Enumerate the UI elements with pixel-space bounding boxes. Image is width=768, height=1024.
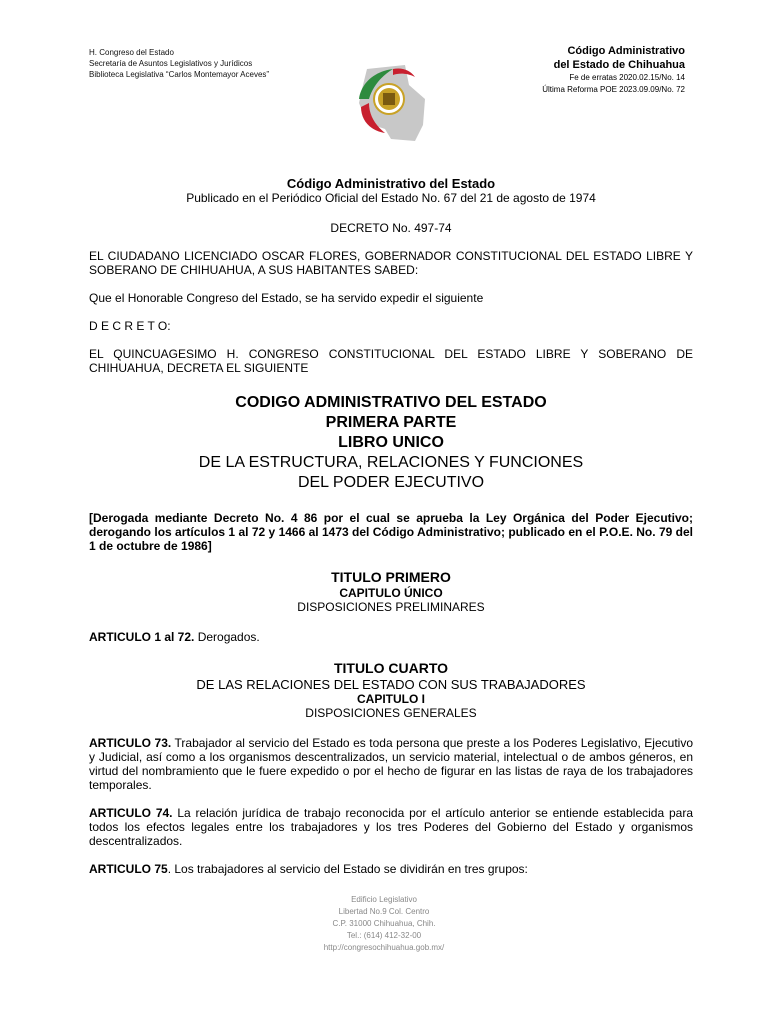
title-libro-unico: LIBRO UNICO	[338, 434, 444, 451]
footer-line-5: http://congresochihuahua.gob.mx/	[323, 943, 445, 952]
title-poder-ejecutivo: DEL PODER EJECUTIVO	[297, 474, 485, 491]
intro-decreto: D E C R E T O:	[89, 319, 171, 333]
article-1-72	[89, 630, 693, 644]
titulo-primero-chapter: CAPITULO ÚNICO	[339, 586, 443, 600]
header-right-line-1: Código Administrativo	[567, 45, 685, 57]
footer-line-2: Libertad No.9 Col. Centro	[338, 907, 430, 916]
title-estructura: DE LA ESTRUCTURA, RELACIONES Y FUNCIONES	[198, 454, 584, 471]
title-primera-parte: PRIMERA PARTE	[325, 414, 457, 431]
derogation-note: [Derogada mediante Decreto No. 4 86 por el cual se aprueba la Ley Orgánica del Poder Ejecutivo; derogando los artículos 1 al 72 y 1466 al 1473 del Código Administrativo; publicado en el P.O.E. No. 79 del 1 de octubre de 1986]	[89, 511, 693, 553]
congress-logo	[345, 55, 435, 145]
header-right	[542, 44, 685, 96]
article-75-text: . Los trabajadores al servicio del Estado se dividirán en tres grupos:	[167, 862, 528, 876]
article-73-label: ARTICULO 73.	[89, 736, 172, 750]
title-codigo: CODIGO ADMINISTRATIVO DEL ESTADO	[235, 394, 547, 411]
page-footer	[0, 894, 768, 954]
header-right-line-3: Fe de erratas 2020.02.15/No. 14	[569, 73, 685, 82]
header-right-line-2: del Estado de Chihuahua	[553, 59, 685, 71]
article-1-72-text: Derogados.	[194, 630, 260, 644]
header-left-line-3: Biblioteca Legislativa “Carlos Montemayor Aceves”	[89, 70, 270, 79]
footer-line-3: C.P. 31000 Chihuahua, Chih.	[332, 919, 436, 928]
article-1-72-label: ARTICULO 1 al 72.	[89, 630, 195, 644]
intro-paragraph-2: Que el Honorable Congreso del Estado, se ha servido expedir el siguiente	[89, 291, 484, 305]
article-73	[89, 736, 693, 792]
article-75-label: ARTICULO 75	[89, 862, 168, 876]
article-74-text: La relación jurídica de trabajo reconocida por el artículo anterior se entiende establecida para todos los efectos legales entre los trabajadores y los tres Poderes del Gobierno del Estado y organismos descentralizados.	[89, 806, 693, 848]
seal-emblem	[383, 93, 395, 105]
titulo-primero-title: TITULO PRIMERO	[331, 569, 451, 585]
article-75	[89, 862, 693, 876]
intro-paragraph-3: EL QUINCUAGESIMO H. CONGRESO CONSTITUCIONAL DEL ESTADO LIBRE Y SOBERANO DE CHIHUAHUA, DECRETA EL SIGUIENTE	[89, 347, 693, 375]
intro-published: Publicado en el Periódico Oficial del Estado No. 67 del 21 de agosto de 1974	[186, 191, 596, 205]
header-left-line-1: H. Congreso del Estado	[89, 48, 174, 57]
article-74	[89, 806, 693, 848]
titulo-primero-block	[89, 569, 693, 614]
document-body	[89, 176, 693, 876]
titulo-cuarto-chapter: CAPITULO I	[357, 692, 425, 706]
intro-title: Código Administrativo del Estado	[286, 176, 496, 191]
titulo-cuarto-block	[89, 660, 693, 720]
header-left-line-2: Secretaría de Asuntos Legislativos y Jurídicos	[89, 59, 253, 68]
footer-line-4: Tel.: (614) 412-32-00	[346, 931, 422, 940]
titulo-cuarto-title: TITULO CUARTO	[333, 660, 449, 676]
intro-paragraph-1: EL CIUDADANO LICENCIADO OSCAR FLORES, GOBERNADOR CONSTITUCIONAL DEL ESTADO LIBRE Y SOBERANO DE CHIHUAHUA, A SUS HABITANTES SABED:	[89, 249, 693, 277]
article-74-label: ARTICULO 74.	[89, 806, 173, 820]
footer-line-1: Edificio Legislativo	[351, 895, 417, 904]
main-titles	[89, 393, 693, 493]
titulo-cuarto-subtitle: DE LAS RELACIONES DEL ESTADO CON SUS TRABAJADORES	[196, 677, 586, 692]
intro-decree: DECRETO No. 497-74	[330, 221, 452, 235]
header-right-line-4: Última Reforma POE 2023.09.09/No. 72	[542, 85, 685, 94]
header-left	[89, 47, 269, 80]
titulo-primero-subtitle: DISPOSICIONES PRELIMINARES	[297, 600, 485, 614]
titulo-cuarto-chapter-sub: DISPOSICIONES GENERALES	[305, 706, 477, 720]
article-73-text: Trabajador al servicio del Estado es toda persona que preste a los Poderes Legislativo, Ejecutivo y Judicial, así como a los organismos descentralizados, un servicio material, intelectual o de ambos géneros, en virtud del nombramiento que le fuere expedido o por el hecho de figurar en las listas de raya de los trabajadores temporales.	[89, 736, 693, 792]
